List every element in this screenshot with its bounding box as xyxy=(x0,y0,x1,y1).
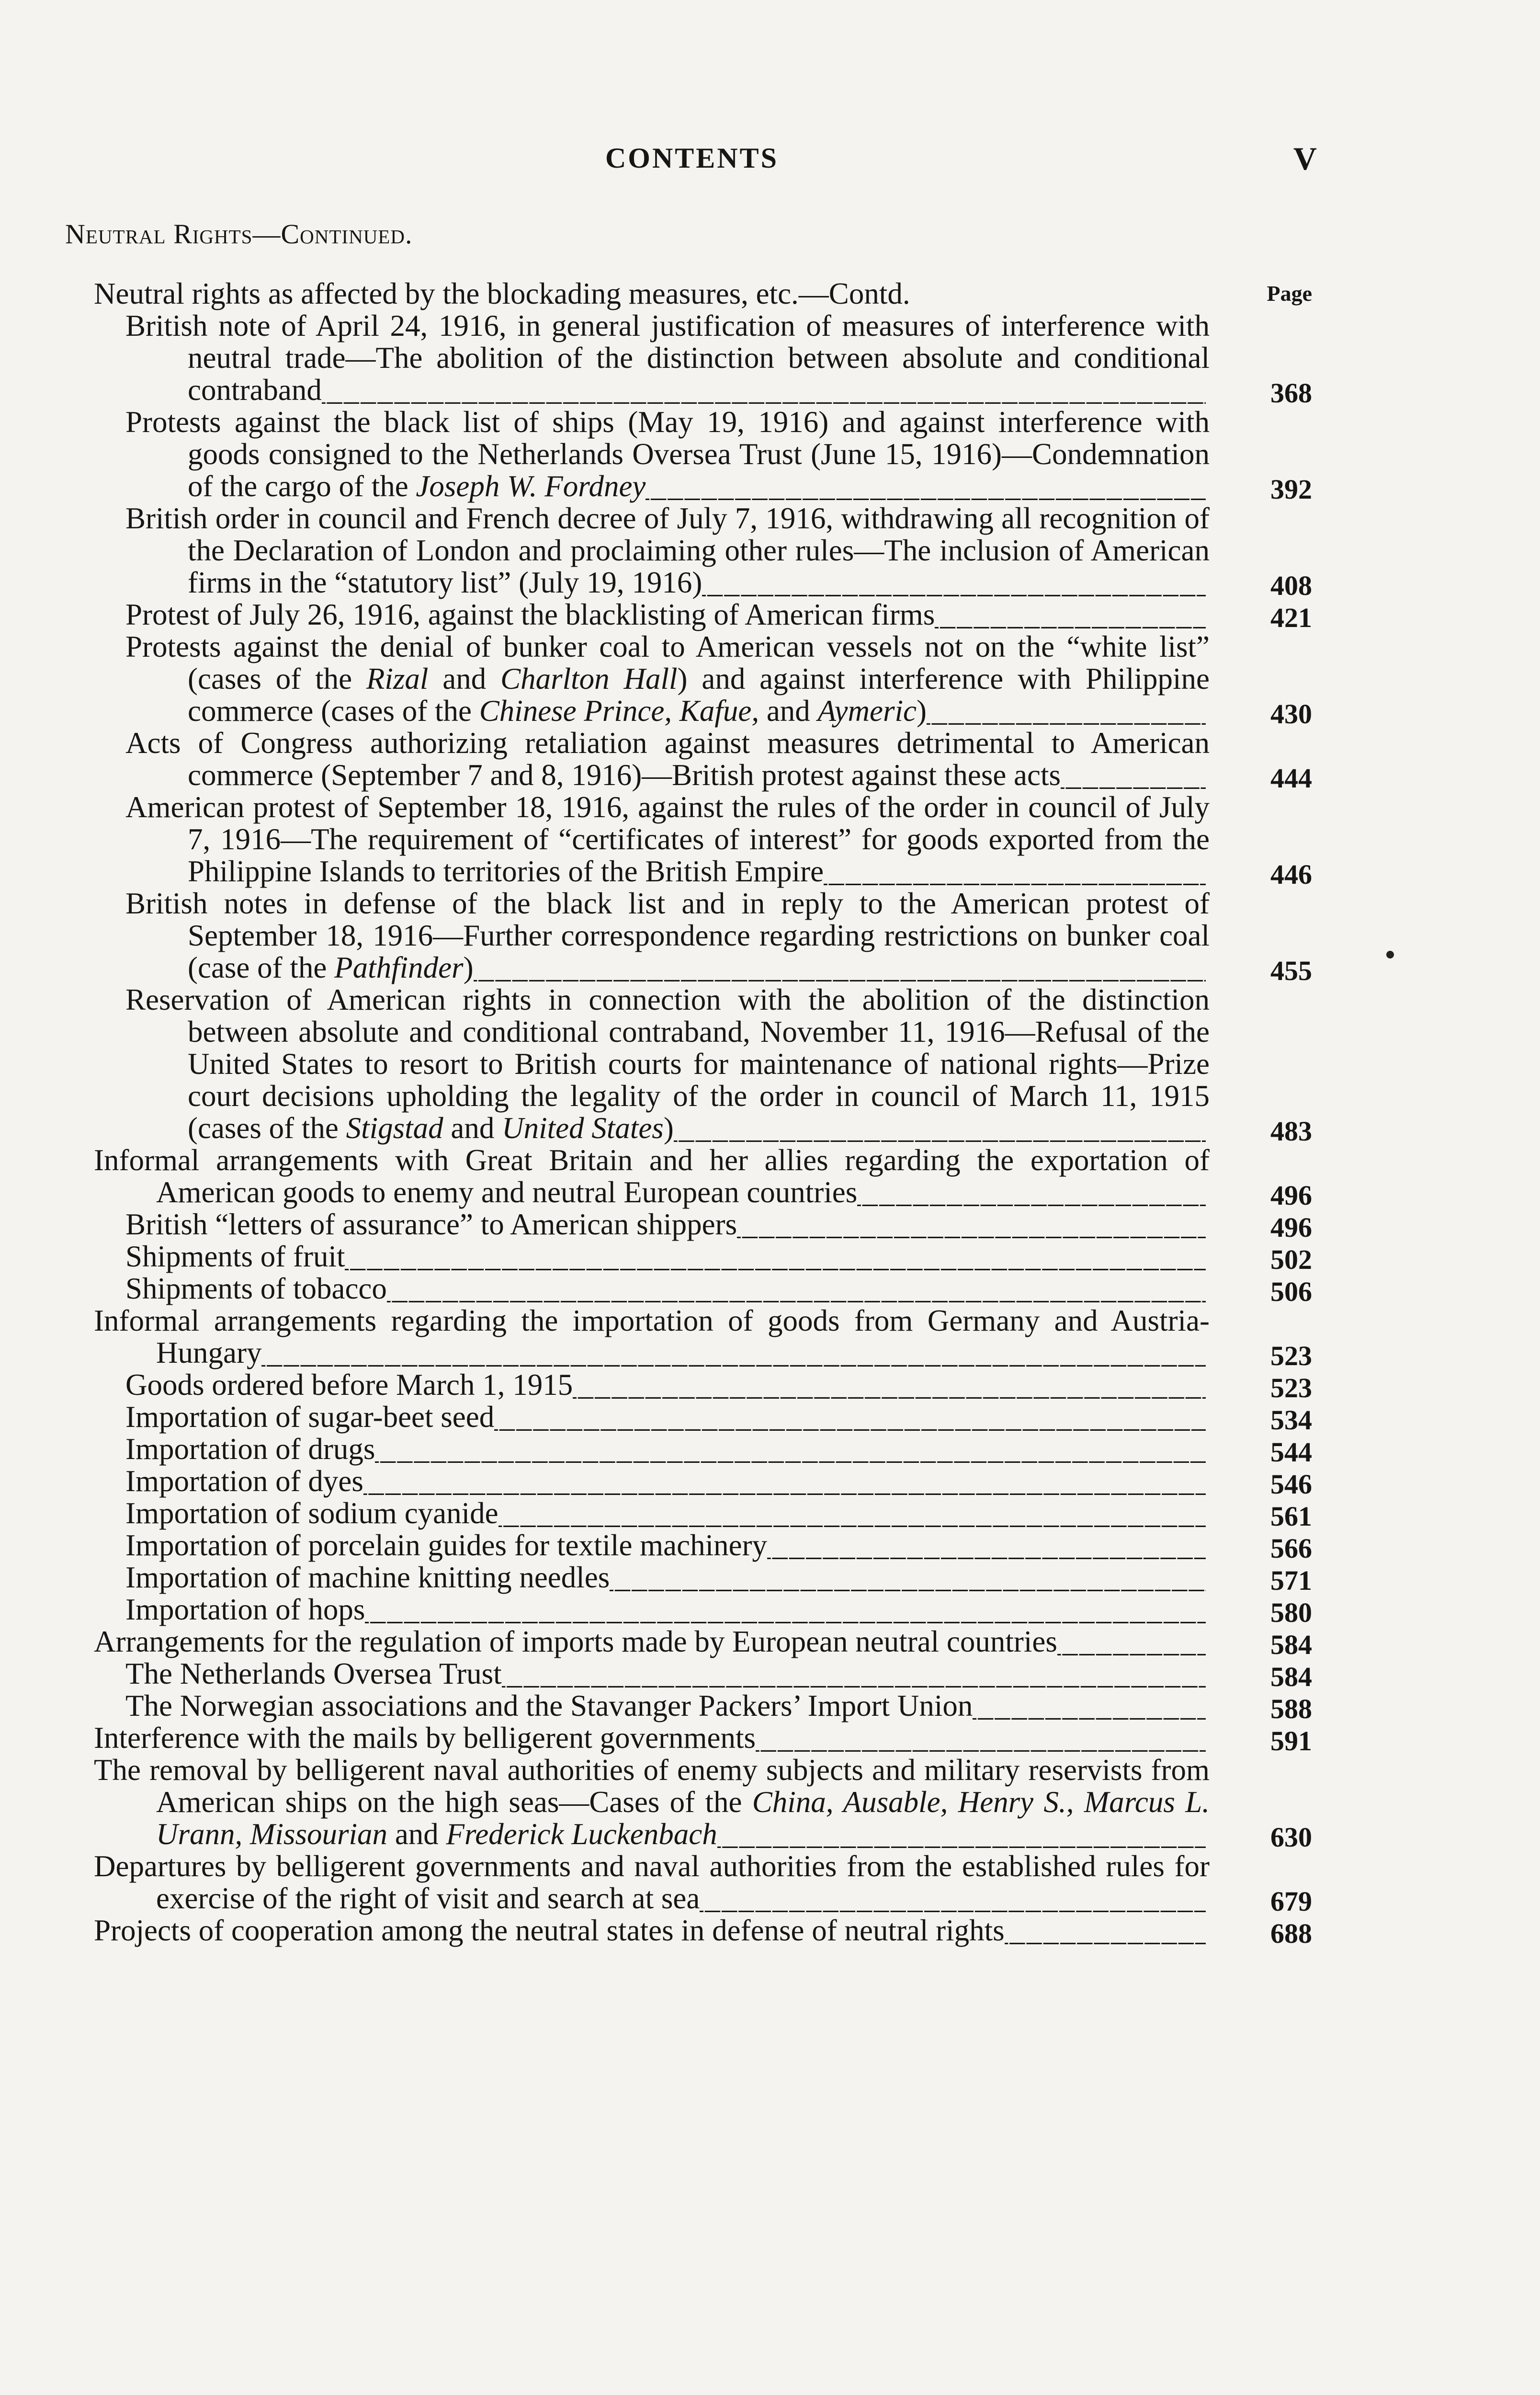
toc-entry-title xyxy=(125,1433,1210,1465)
toc-page-number: 546 xyxy=(1270,1469,1312,1500)
table-of-contents xyxy=(0,278,1540,1947)
toc-entry xyxy=(0,1753,1540,1853)
toc-text: Protest of July 26, 1916, against the blacklisting of American firms xyxy=(125,598,935,631)
toc-entry xyxy=(0,1369,1540,1401)
toc-entry xyxy=(0,1464,1540,1500)
toc-entry-title xyxy=(125,1465,1210,1497)
toc-page-number: 392 xyxy=(1270,474,1312,505)
dot-leader xyxy=(674,1112,1206,1144)
toc-entry xyxy=(0,1305,1540,1369)
page-header-number: V xyxy=(1293,140,1317,177)
toc-entry xyxy=(0,726,1540,794)
toc-text: The Netherlands Oversea Trust xyxy=(125,1657,502,1690)
toc-entry xyxy=(0,1241,1540,1273)
toc-entry-title xyxy=(94,1144,1210,1209)
dot-leader xyxy=(717,1818,1206,1850)
toc-entry xyxy=(0,1915,1540,1947)
toc-page-number: 679 xyxy=(1270,1886,1312,1917)
dot-leader xyxy=(1061,759,1206,791)
toc-text: Arrangements for the regulation of imports made by European neutral countries xyxy=(94,1625,1057,1658)
italic-ship-name: Charlton Hall xyxy=(500,662,678,696)
toc-entry-title xyxy=(94,1722,1210,1754)
toc-text-part: The removal by belligerent naval authorities of enemy subjects and military reservists from American ships on the high seas—Cases of the xyxy=(94,1753,1210,1819)
toc-entry-title xyxy=(125,1273,1210,1305)
toc-text: Importation of hops xyxy=(125,1593,365,1626)
italic-ship-name: United States xyxy=(502,1111,664,1145)
toc-text-part: and xyxy=(428,662,501,696)
dot-leader xyxy=(363,1465,1206,1497)
toc-text: The Norwegian associations and the Stavanger Packers’ Import Union xyxy=(125,1689,973,1722)
toc-page-number: 588 xyxy=(1270,1693,1312,1724)
toc-page-number: 444 xyxy=(1270,763,1312,794)
toc-page-number: 566 xyxy=(1270,1533,1312,1564)
toc-page-number: 502 xyxy=(1270,1244,1312,1275)
dot-leader xyxy=(494,1401,1206,1433)
italic-ship-name: Rizal xyxy=(366,662,429,696)
toc-entry xyxy=(0,1144,1540,1209)
dot-leader xyxy=(502,1658,1206,1690)
toc-entry xyxy=(0,1562,1540,1594)
dot-leader xyxy=(322,374,1206,406)
toc-entry xyxy=(0,1432,1540,1468)
toc-text-part: and xyxy=(387,1817,446,1851)
toc-entry-title xyxy=(94,1850,1210,1915)
toc-entry-title xyxy=(125,1658,1210,1690)
toc-entry-title xyxy=(125,1690,1210,1722)
toc-page-number: 506 xyxy=(1270,1276,1312,1307)
italic-ship-name: China, Ausable, Henry S., Marcus L. Urann, Missourian xyxy=(156,1785,1210,1851)
toc-entry xyxy=(0,983,1540,1147)
toc-text-part: ) xyxy=(463,951,474,984)
toc-page-number: 591 xyxy=(1270,1725,1312,1756)
toc-entry xyxy=(0,502,1540,599)
dot-leader xyxy=(935,599,1206,631)
toc-entry-title xyxy=(125,984,1210,1144)
toc-entry-title xyxy=(94,1305,1210,1369)
dot-leader xyxy=(824,855,1206,888)
dot-leader xyxy=(474,952,1206,984)
toc-page-number: 496 xyxy=(1270,1180,1312,1211)
page-column-label: Page xyxy=(1267,281,1312,306)
toc-text: Importation of porcelain guides for textile machinery xyxy=(125,1528,768,1562)
toc-entry xyxy=(0,1722,1540,1754)
dot-leader xyxy=(1057,1626,1206,1658)
toc-page-number: 544 xyxy=(1270,1437,1312,1468)
toc-entry-title xyxy=(125,1529,1210,1562)
italic-ship-name: Joseph W. Fordney xyxy=(416,469,646,503)
toc-entry xyxy=(0,1594,1540,1626)
toc-text-part: ) and against interference with Philippine commerce (cases of the xyxy=(188,662,1210,728)
toc-text: British note of April 24, 1916, in general justification of measures of interference with neutral trade—The abolition of the distinction between absolute and conditional contraband xyxy=(125,309,1210,407)
toc-entry xyxy=(0,278,1540,310)
toc-entry-title xyxy=(94,1754,1210,1850)
toc-text-part: and xyxy=(759,694,818,728)
toc-page-number: 446 xyxy=(1270,859,1312,890)
section-title: Neutral Rights—Continued. xyxy=(65,218,413,250)
toc-entry-title xyxy=(94,1626,1210,1658)
dot-leader xyxy=(345,1241,1206,1273)
toc-entry-title xyxy=(125,1401,1210,1433)
toc-page-number: 368 xyxy=(1270,377,1312,409)
toc-page-number: 534 xyxy=(1270,1404,1312,1436)
toc-page-number: 561 xyxy=(1270,1501,1312,1532)
toc-page-number: 523 xyxy=(1270,1340,1312,1371)
toc-entry xyxy=(0,1850,1540,1915)
toc-page-number: 688 xyxy=(1270,1918,1312,1949)
ink-speck xyxy=(1386,951,1394,958)
toc-page-number: 430 xyxy=(1270,698,1312,730)
toc-entry xyxy=(0,1496,1540,1532)
toc-text-part: Protests against the denial of bunker coal to American vessels not on the “white list” (cases of the xyxy=(125,630,1210,696)
toc-page-number: 571 xyxy=(1270,1565,1312,1596)
toc-entry-title xyxy=(125,888,1210,984)
toc-entry xyxy=(0,1209,1540,1241)
toc-entry xyxy=(0,1626,1540,1658)
toc-text-part: ) xyxy=(663,1111,674,1145)
toc-entry-title xyxy=(94,1915,1210,1947)
italic-ship-name: Chinese Prince, Kafue, xyxy=(479,694,759,728)
toc-text: British “letters of assurance” to American shippers xyxy=(125,1208,737,1241)
toc-entry xyxy=(0,1658,1540,1690)
toc-entry-title xyxy=(94,278,1210,310)
toc-entry xyxy=(0,1400,1540,1436)
toc-text: Protests against the black list of ships (May 19, 1916) and against interference with goods consigned to the Netherlands Oversea Trust (June 15, 1916)—Condemnation of the cargo of the xyxy=(125,405,1210,503)
toc-text: Projects of cooperation among the neutral states in defense of neutral rights xyxy=(94,1914,1005,1947)
toc-entry-title xyxy=(125,631,1210,727)
toc-text: American protest of September 18, 1916, against the rules of the order in council of July 7, 1916—The requirement of “certificates of interest” for goods exported from the Philippine Islands to territories of the British Empire xyxy=(125,790,1210,888)
toc-entry-title xyxy=(125,1209,1210,1241)
dot-leader xyxy=(973,1690,1206,1722)
toc-text: Shipments of tobacco xyxy=(125,1272,387,1305)
toc-entry xyxy=(0,791,1540,888)
dot-leader xyxy=(756,1722,1206,1754)
dot-leader xyxy=(645,470,1206,502)
toc-page-number: 523 xyxy=(1270,1372,1312,1403)
toc-entry-title xyxy=(125,502,1210,599)
toc-text: Acts of Congress authorizing retaliation against measures detrimental to American commerce (September 7 and 8, 1916)—British protest against these acts xyxy=(125,726,1210,792)
toc-entry-title xyxy=(125,791,1210,888)
dot-leader xyxy=(767,1529,1206,1562)
toc-page-number: 483 xyxy=(1270,1116,1312,1147)
page-header-title: CONTENTS xyxy=(605,142,779,174)
toc-text: Informal arrangements with Great Britain and her allies regarding the exportation of American goods to enemy and neutral European countries xyxy=(94,1143,1210,1209)
toc-entry xyxy=(0,888,1540,984)
italic-ship-name: Aymeric xyxy=(817,694,917,728)
toc-entry-title xyxy=(125,1594,1210,1626)
toc-entry-title xyxy=(125,1562,1210,1594)
toc-text-part: British notes in defense of the black list and in reply to the American protest of September 18, 1916—Further correspondence regarding restrictions on bunker coal (case of the xyxy=(125,887,1210,984)
toc-text-part: and xyxy=(443,1111,502,1145)
dot-leader xyxy=(498,1497,1206,1529)
dot-leader xyxy=(610,1562,1206,1594)
toc-page-number: 630 xyxy=(1270,1822,1312,1853)
dot-leader xyxy=(387,1273,1206,1305)
dot-leader xyxy=(1005,1915,1206,1947)
toc-entry xyxy=(0,599,1540,631)
dot-leader xyxy=(700,1882,1206,1915)
toc-text-part: Reservation of American rights in connection with the abolition of the distinction between absolute and conditional contraband, November 11, 1916—Refusal of the United States to resort to British courts for maintenance of national rights—Prize court decisions upholding the legality of the order in council of March 11, 1915 (cases of the xyxy=(125,983,1210,1145)
toc-text: Informal arrangements regarding the importation of goods from Germany and Austria-Hungary xyxy=(94,1304,1210,1369)
toc-text: Departures by belligerent governments and naval authorities from the established rules for exercise of the right of visit and search at sea xyxy=(94,1849,1210,1915)
toc-text: Importation of sodium cyanide xyxy=(125,1496,498,1530)
toc-text: Importation of sugar-beet seed xyxy=(125,1400,495,1434)
italic-ship-name: Stigstad xyxy=(346,1111,443,1145)
toc-text: Goods ordered before March 1, 1915 xyxy=(125,1368,573,1402)
dot-leader xyxy=(573,1369,1206,1401)
toc-page-number: 584 xyxy=(1270,1661,1312,1692)
toc-page-number: 580 xyxy=(1270,1597,1312,1628)
toc-entry-title xyxy=(125,1241,1210,1273)
toc-page-number: 408 xyxy=(1270,570,1312,601)
toc-entry-title xyxy=(125,599,1210,631)
dot-leader xyxy=(261,1337,1206,1369)
toc-entry xyxy=(0,1529,1540,1562)
dot-leader xyxy=(927,695,1206,727)
toc-entry xyxy=(0,1273,1540,1305)
toc-entry-title xyxy=(125,1497,1210,1529)
toc-page-number: 496 xyxy=(1270,1212,1312,1243)
toc-page-number: 584 xyxy=(1270,1629,1312,1660)
dot-leader xyxy=(857,1176,1206,1209)
toc-text: Interference with the mails by belligerent governments xyxy=(94,1721,756,1755)
dot-leader xyxy=(365,1594,1206,1626)
italic-ship-name: Frederick Luckenbach xyxy=(446,1817,717,1851)
toc-entry xyxy=(0,1690,1540,1722)
toc-text: British order in council and French decree of July 7, 1916, withdrawing all recognition of the Declaration of London and proclaiming other rules—The inclusion of American firms in the “statutory list” (July 19, 1916) xyxy=(125,502,1210,599)
toc-entry-title xyxy=(125,727,1210,791)
dot-leader xyxy=(375,1433,1206,1465)
dot-leader xyxy=(702,567,1206,599)
toc-page-number: 421 xyxy=(1270,602,1312,633)
toc-entry xyxy=(0,309,1540,409)
toc-entry-title xyxy=(125,310,1210,406)
toc-page-number: 455 xyxy=(1270,955,1312,986)
toc-entry xyxy=(0,405,1540,505)
toc-text: Neutral rights as affected by the blockading measures, etc.—Contd. xyxy=(94,277,910,310)
toc-text: Importation of drugs xyxy=(125,1432,375,1466)
toc-entry xyxy=(0,630,1540,730)
dot-leader xyxy=(737,1209,1206,1241)
italic-ship-name: Pathfinder xyxy=(334,951,464,984)
toc-entry-title xyxy=(125,1369,1210,1401)
toc-text: Importation of machine knitting needles xyxy=(125,1561,610,1594)
toc-text-part: ) xyxy=(916,694,927,728)
toc-text: Shipments of fruit xyxy=(125,1240,345,1273)
toc-entry-title xyxy=(125,406,1210,502)
toc-text: Importation of dyes xyxy=(125,1464,363,1498)
